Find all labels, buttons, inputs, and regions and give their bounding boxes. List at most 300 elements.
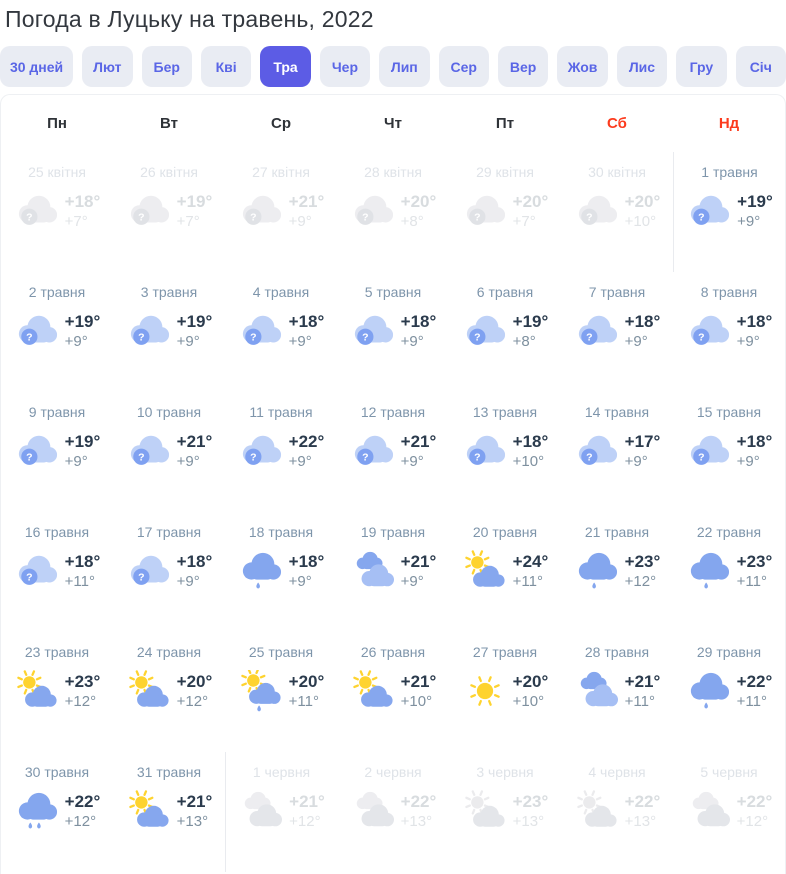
weather-summary (1, 549, 113, 593)
low-temp: +9° (624, 333, 648, 350)
cloud-question-icon (238, 310, 284, 352)
day-cell[interactable] (337, 392, 449, 512)
low-temp: +13° (176, 813, 209, 830)
weather-summary (337, 789, 449, 833)
high-temp: +17° (624, 432, 661, 451)
day-date: 14 травня (584, 404, 650, 420)
cloud-question-icon (126, 310, 172, 352)
high-temp: +22° (64, 792, 101, 811)
weather-summary (113, 669, 225, 713)
svg-text:?: ? (25, 211, 33, 224)
weather-summary (337, 669, 449, 713)
day-cell[interactable] (561, 272, 673, 392)
day-cell[interactable] (449, 752, 561, 872)
weather-summary (225, 669, 337, 713)
temperatures (625, 431, 661, 471)
cloud-question-icon (686, 190, 732, 232)
weather-icon-box (14, 669, 60, 713)
high-temp: +18° (736, 432, 773, 451)
weather-icon-box (574, 669, 620, 713)
temperatures (289, 671, 325, 711)
low-temp: +9° (288, 333, 312, 350)
temperatures (737, 791, 773, 831)
day-cell[interactable] (561, 152, 673, 272)
month-tab-9[interactable]: Жов (557, 46, 607, 87)
day-cell[interactable] (225, 632, 337, 752)
month-tabs (0, 46, 786, 87)
weather-icon-box (14, 309, 60, 353)
day-cell[interactable] (673, 512, 785, 632)
low-temp: +9° (736, 333, 760, 350)
high-temp: +21° (176, 792, 213, 811)
low-temp: +9° (288, 573, 312, 590)
day-date: 30 травня (24, 764, 90, 780)
day-date: 30 квітня (588, 164, 646, 180)
cloud-question-faded-icon (462, 190, 508, 232)
low-temp: +13° (624, 813, 657, 830)
week-row (1, 272, 785, 392)
calendar-weeks (1, 152, 785, 872)
cloud-question-faded-icon (574, 190, 620, 232)
low-temp: +10° (512, 453, 545, 470)
weather-summary (225, 309, 337, 353)
low-temp: +7° (64, 213, 88, 230)
day-cell[interactable] (449, 512, 561, 632)
temperatures (289, 791, 325, 831)
day-cell[interactable] (673, 272, 785, 392)
low-temp: +9° (736, 453, 760, 470)
cloud-question-icon (350, 430, 396, 472)
svg-text:?: ? (473, 451, 481, 464)
day-date: 31 травня (136, 764, 202, 780)
weather-summary (1, 429, 113, 473)
svg-text:?: ? (137, 331, 145, 344)
day-date: 21 травня (584, 524, 650, 540)
svg-text:?: ? (25, 571, 33, 584)
temperatures (737, 431, 773, 471)
cloudy-icon (574, 670, 620, 712)
weather-icon-box (350, 429, 396, 473)
svg-text:?: ? (249, 451, 257, 464)
temperatures (625, 551, 661, 591)
high-temp: +21° (400, 552, 437, 571)
sun-cloud-icon (350, 670, 396, 712)
high-temp: +19° (737, 192, 773, 211)
temperatures (65, 791, 101, 831)
day-headers (1, 95, 785, 152)
cloud-question-icon (686, 310, 732, 352)
day-of-week-header: Нд (718, 115, 740, 132)
day-cell[interactable] (561, 512, 673, 632)
temperatures (513, 191, 549, 231)
temperatures (513, 431, 549, 471)
temperatures (625, 191, 661, 231)
sun-cloud-icon (14, 670, 60, 712)
day-cell[interactable] (337, 752, 449, 872)
weather-icon-box (574, 549, 620, 593)
sun-cloud-icon (126, 790, 172, 832)
day-cell[interactable] (673, 752, 785, 872)
day-date: 26 травня (360, 644, 426, 660)
cloud-question-icon (14, 430, 60, 472)
day-date: 1 червня (252, 764, 311, 780)
day-cell[interactable] (225, 392, 337, 512)
svg-text:?: ? (249, 331, 257, 344)
day-cell[interactable] (113, 392, 225, 512)
sun-cloud-rain-icon (238, 670, 284, 712)
day-cell[interactable] (113, 512, 225, 632)
temperatures (737, 551, 773, 591)
high-temp: +23° (736, 552, 773, 571)
weather-icon-box (126, 189, 172, 233)
weather-icon-box (238, 429, 284, 473)
day-cell[interactable] (1, 272, 113, 392)
weather-icon-box (14, 549, 60, 593)
weather-icon-box (126, 549, 172, 593)
weather-summary (449, 549, 561, 593)
day-cell[interactable] (1, 392, 113, 512)
day-date: 27 квітня (252, 164, 310, 180)
temperatures (625, 671, 661, 711)
day-date: 20 травня (472, 524, 538, 540)
low-temp: +11° (512, 573, 544, 590)
day-date: 16 травня (24, 524, 90, 540)
weather-icon-box (14, 429, 60, 473)
high-temp: +18° (624, 312, 661, 331)
svg-text:?: ? (361, 331, 369, 344)
day-cell[interactable] (1, 152, 113, 272)
cloud-question-icon (574, 310, 620, 352)
day-date: 17 травня (136, 524, 202, 540)
temperatures (625, 311, 661, 351)
weather-icon-box (574, 429, 620, 473)
day-date: 5 травня (364, 284, 422, 300)
high-temp: +18° (288, 552, 325, 571)
day-cell[interactable] (673, 392, 785, 512)
high-temp: +19° (176, 312, 213, 331)
temperatures (625, 791, 661, 831)
month-tab-4-active[interactable]: Тра (260, 46, 310, 87)
svg-text:?: ? (585, 211, 593, 224)
svg-text:?: ? (25, 451, 33, 464)
low-temp: +12° (64, 813, 97, 830)
weather-summary (673, 309, 785, 353)
month-tab-0[interactable]: 30 дней (0, 46, 73, 87)
day-date: 13 травня (472, 404, 538, 420)
weather-summary (673, 549, 785, 593)
weather-icon-box (686, 669, 732, 713)
high-temp: +18° (400, 312, 437, 331)
month-tab-3[interactable]: Кві (201, 46, 251, 87)
month-tab-1[interactable]: Лют (82, 46, 132, 87)
high-temp: +22° (400, 792, 437, 811)
weather-summary (561, 429, 673, 473)
temperatures (513, 791, 549, 831)
day-date: 7 травня (588, 284, 646, 300)
day-date: 3 травня (140, 284, 198, 300)
month-tab-11[interactable]: Гру (676, 46, 726, 87)
weather-summary (561, 789, 673, 833)
weather-icon-box (350, 549, 396, 593)
day-cell[interactable] (673, 632, 785, 752)
cloudy-faded-icon (238, 790, 284, 832)
day-date: 5 червня (700, 764, 758, 780)
weather-summary (1, 789, 113, 833)
day-cell[interactable] (225, 152, 337, 272)
low-temp: +12° (624, 573, 657, 590)
day-date: 25 травня (248, 644, 314, 660)
weather-icon-box (462, 669, 508, 713)
day-cell[interactable] (449, 632, 561, 752)
weather-summary (449, 669, 561, 713)
day-date: 27 травня (472, 644, 538, 660)
day-of-week-header: Чт (384, 115, 402, 132)
rain-icon (238, 550, 284, 592)
low-temp: +9° (624, 453, 648, 470)
month-tab-2[interactable]: Бер (142, 46, 192, 87)
day-date: 24 травня (136, 644, 202, 660)
weather-icon-box (238, 549, 284, 593)
high-temp: +21° (400, 432, 437, 451)
cloud-question-faded-icon (238, 190, 284, 232)
temperatures (737, 311, 773, 351)
low-temp: +13° (400, 813, 433, 830)
day-cell[interactable] (113, 752, 225, 872)
svg-text:?: ? (361, 211, 369, 224)
day-date: 4 травня (252, 284, 310, 300)
low-temp: +11° (736, 573, 768, 590)
day-cell[interactable] (449, 152, 561, 272)
temperatures (177, 191, 213, 231)
svg-text:?: ? (25, 331, 33, 344)
svg-text:?: ? (697, 331, 705, 344)
high-temp: +20° (400, 192, 437, 211)
month-tab-5[interactable]: Чер (320, 46, 370, 87)
day-cell[interactable] (561, 752, 673, 872)
weather-icon-box (238, 189, 284, 233)
weather-icon-box (14, 789, 60, 833)
sun-cloud-faded-icon (574, 790, 620, 832)
day-cell[interactable] (337, 632, 449, 752)
svg-text:?: ? (473, 211, 481, 224)
low-temp: +7° (176, 213, 200, 230)
high-temp: +20° (512, 192, 549, 211)
temperatures (289, 311, 325, 351)
high-temp: +18° (64, 552, 101, 571)
low-temp: +8° (400, 213, 424, 230)
low-temp: +9° (400, 453, 424, 470)
high-temp: +22° (624, 792, 661, 811)
cloud-question-icon (126, 430, 172, 472)
cloud-question-icon (686, 430, 732, 472)
low-temp: +9° (176, 333, 200, 350)
high-temp: +18° (736, 312, 773, 331)
weather-icon-box (462, 309, 508, 353)
low-temp: +9° (64, 453, 88, 470)
temperatures (177, 671, 213, 711)
month-tab-8[interactable]: Вер (498, 46, 548, 87)
weather-icon-box (574, 309, 620, 353)
weather-icon-box (686, 189, 732, 233)
cloud-question-icon (574, 430, 620, 472)
weather-icon-box (462, 429, 508, 473)
cloud-question-icon (126, 550, 172, 592)
weather-icon-box (574, 789, 620, 833)
cloud-question-faded-icon (126, 190, 172, 232)
svg-text:?: ? (585, 331, 593, 344)
svg-text:?: ? (137, 571, 145, 584)
high-temp: +19° (176, 192, 213, 211)
day-cell[interactable] (225, 272, 337, 392)
weather-icon-box (686, 309, 732, 353)
weather-icon-box (462, 189, 508, 233)
low-temp: +12° (289, 813, 321, 830)
weather-icon-box (238, 669, 284, 713)
day-cell[interactable] (113, 152, 225, 272)
weather-icon-box (462, 549, 508, 593)
temperatures (401, 551, 437, 591)
weather-icon-box (126, 669, 172, 713)
day-cell[interactable] (337, 512, 449, 632)
high-temp: +18° (512, 432, 549, 451)
high-temp: +23° (64, 672, 101, 691)
week-row (1, 152, 785, 272)
low-temp: +13° (512, 813, 545, 830)
low-temp: +12° (176, 693, 209, 710)
rain-icon (686, 550, 732, 592)
high-temp: +23° (624, 552, 661, 571)
day-date: 3 червня (476, 764, 534, 780)
weather-icon-box (462, 789, 508, 833)
low-temp: +11° (64, 573, 96, 590)
day-cell[interactable] (1, 632, 113, 752)
weather-summary (449, 789, 561, 833)
low-temp: +11° (288, 693, 320, 710)
day-of-week-header: Пт (495, 115, 515, 132)
weather-summary (561, 669, 673, 713)
weather-summary (673, 669, 785, 713)
weather-icon-box (126, 309, 172, 353)
day-date: 29 квітня (476, 164, 534, 180)
low-temp: +11° (736, 693, 768, 710)
high-temp: +24° (512, 552, 549, 571)
day-date: 8 травня (700, 284, 758, 300)
day-cell[interactable] (337, 152, 449, 272)
temperatures (513, 311, 549, 351)
temperatures (401, 311, 437, 351)
day-cell[interactable] (561, 632, 673, 752)
temperatures (401, 191, 437, 231)
weather-summary (113, 789, 225, 833)
temperatures (177, 311, 213, 351)
low-temp: +11° (624, 693, 656, 710)
day-date: 12 травня (360, 404, 426, 420)
low-temp: +9° (737, 213, 761, 230)
weather-summary (449, 189, 561, 233)
svg-text:?: ? (137, 211, 145, 224)
weather-summary (225, 429, 337, 473)
weather-summary (337, 429, 449, 473)
low-temp: +9° (176, 573, 200, 590)
day-cell[interactable] (1, 752, 113, 872)
svg-text:?: ? (697, 451, 705, 464)
svg-text:?: ? (585, 451, 593, 464)
weather-summary (113, 549, 225, 593)
low-temp: +12° (736, 813, 769, 830)
high-temp: +20° (176, 672, 213, 691)
high-temp: +21° (624, 672, 661, 691)
day-cell[interactable] (449, 392, 561, 512)
day-date: 23 травня (24, 644, 90, 660)
day-cell[interactable] (337, 272, 449, 392)
weather-summary (113, 429, 225, 473)
svg-text:?: ? (361, 451, 369, 464)
week-row (1, 632, 785, 752)
day-cell[interactable] (113, 272, 225, 392)
svg-text:?: ? (249, 211, 257, 224)
weather-icon-box (350, 309, 396, 353)
weather-icon-box (574, 189, 620, 233)
high-temp: +22° (288, 432, 325, 451)
week-row (1, 512, 785, 632)
day-cell[interactable] (561, 392, 673, 512)
sun-cloud-icon (462, 550, 508, 592)
day-date: 11 травня (249, 404, 313, 420)
high-temp: +18° (288, 312, 325, 331)
weather-summary (561, 189, 673, 233)
calendar-card (0, 94, 786, 874)
temperatures (65, 311, 101, 351)
day-cell[interactable] (673, 152, 785, 272)
day-date: 18 травня (248, 524, 314, 540)
low-temp: +9° (400, 573, 424, 590)
cloudy-faded-icon (350, 790, 396, 832)
weather-icon-box (238, 309, 284, 353)
weather-icon-box (686, 549, 732, 593)
day-cell[interactable] (113, 632, 225, 752)
month-tab-7[interactable]: Сер (439, 46, 489, 87)
month-tab-12[interactable]: Січ (736, 46, 786, 87)
low-temp: +10° (624, 213, 657, 230)
day-cell[interactable] (449, 272, 561, 392)
sun-cloud-faded-icon (462, 790, 508, 832)
cloud-question-icon (14, 550, 60, 592)
weather-summary (673, 789, 785, 833)
high-temp: +19° (64, 432, 101, 451)
day-cell[interactable] (225, 512, 337, 632)
month-tab-10[interactable]: Лис (617, 46, 667, 87)
temperatures (177, 791, 213, 831)
weather-summary (226, 789, 337, 833)
temperatures (289, 551, 325, 591)
temperatures (401, 671, 437, 711)
day-cell[interactable] (1, 512, 113, 632)
weather-summary (225, 189, 337, 233)
month-tab-6[interactable]: Лип (379, 46, 429, 87)
temperatures (401, 431, 437, 471)
day-of-week-header: Сб (607, 115, 627, 132)
day-of-week-header: Пн (47, 115, 67, 132)
high-temp: +18° (64, 192, 101, 211)
week-row (1, 392, 785, 512)
low-temp: +9° (176, 453, 200, 470)
weather-icon-box (686, 789, 732, 833)
day-date: 26 квітня (140, 164, 198, 180)
temperatures (177, 551, 213, 591)
day-cell[interactable] (225, 752, 337, 872)
high-temp: +23° (512, 792, 549, 811)
high-temp: +19° (512, 312, 549, 331)
